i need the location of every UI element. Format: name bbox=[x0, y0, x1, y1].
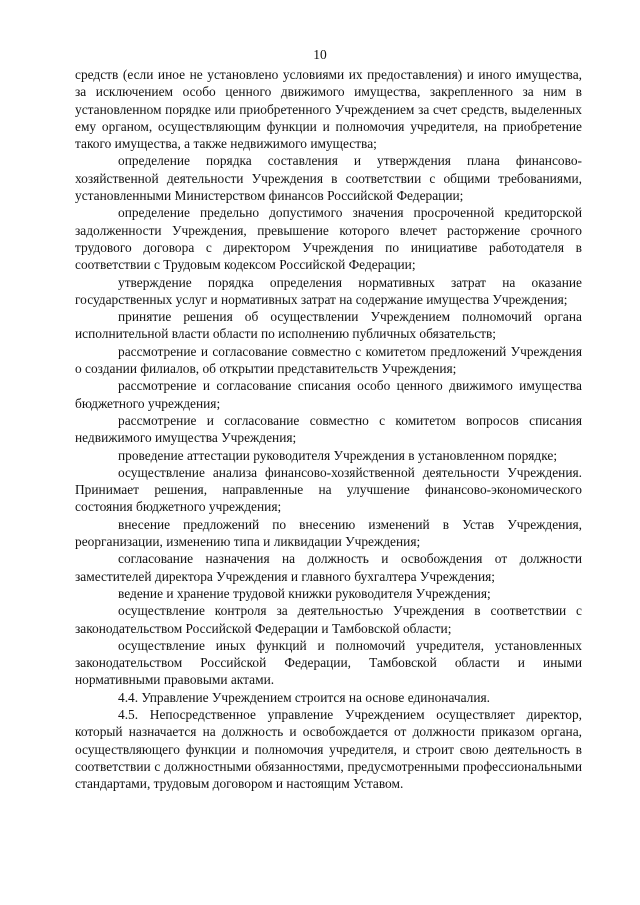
paragraph-continuation: средств (если иное не установлено условиями их предоставления) и иного имущества, за исключением особо ценного движимого имущества, закрепленного за ним в установленном порядке или приобретенного Учреждением за счет средств, выделенных ему органом, осуществляющим функции и полномочия учредителя, на приобретение такого имущества, а также недвижимого имущества; bbox=[75, 67, 582, 152]
paragraph-financial-analysis: осуществление анализа финансово-хозяйственной деятельности Учреждения. Принимает решения, направленные на улучшение финансово-экономического состояния бюджетного учреждения; bbox=[75, 464, 582, 515]
paragraph-section-4-4: 4.4. Управление Учреждением строится на основе единоначалия. bbox=[118, 689, 491, 705]
paragraph-normative-costs: утверждение порядка определения нормативных затрат на оказание государственных услуг и нормативных затрат на содержание имущества Учреждения; bbox=[75, 274, 582, 307]
paragraph-charter-changes: внесение предложений по внесению изменений в Устав Учреждения, реорганизации, изменению типа и ликвидации Учреждения; bbox=[75, 516, 582, 550]
paragraph-plan-approval: определение порядка составления и утверждения плана финансово-хозяйственной деятельности Учреждения в соответствии с общими требованиями, установленными Министерством финансов Российской Федерации; bbox=[75, 153, 582, 204]
paragraph-branches: рассмотрение и согласование совместно с комитетом предложений Учреждения о создании филиалов, об открытии представительств Учреждения; bbox=[75, 343, 582, 377]
paragraph-movable-writeoff: рассмотрение и согласование списания особо ценного движимого имущества бюджетного учреждения; bbox=[75, 378, 582, 411]
document-body bbox=[75, 66, 582, 792]
paragraph-deputy-appointment: согласование назначения на должность и освобождения от должности заместителей директора Учреждения и главного бухгалтера Учреждения; bbox=[75, 551, 582, 584]
page-number: 10 bbox=[313, 47, 327, 62]
paragraph-overdue-debt: определение предельно допустимого значения просроченной кредиторской задолженности Учреждения, превышение которого влечет расторжение срочного трудового договора с директором Учреждения по инициативе работодателя в соответствии с Трудовым кодексом Российской Федерации; bbox=[75, 205, 582, 273]
paragraph-immovable-writeoff: рассмотрение и согласование совместно с комитетом вопросов списания недвижимого имущества Учреждения; bbox=[75, 412, 582, 446]
paragraph-attestation: проведение аттестации руководителя Учреждения в установленном порядке; bbox=[118, 447, 558, 463]
paragraph-section-4-5: 4.5. Непосредственное управление Учреждением осуществляет директор, который назначается на должность и освобождается от должности приказом органа, осуществляющего функции и полномочия учредителя, и строит свою деятельность в соответствии с должностными обязанностями, предусмотренными профессиональными стандартами, трудовым договором и настоящим Уставом. bbox=[75, 706, 582, 792]
paragraph-control: осуществление контроля за деятельностью Учреждения в соответствии с законодательством Российской Федерации и Тамбовской области; bbox=[75, 603, 582, 636]
paragraph-public-obligations: принятие решения об осуществлении Учреждением полномочий органа исполнительной власти области по исполнению публичных обязательств; bbox=[75, 309, 582, 342]
paragraph-other-functions: осуществление иных функций и полномочий учредителя, установленных законодательством Российской Федерации, Тамбовской области и иными нормативными правовыми актами. bbox=[75, 637, 582, 688]
paragraph-work-book: ведение и хранение трудовой книжки руководителя Учреждения; bbox=[118, 585, 491, 601]
